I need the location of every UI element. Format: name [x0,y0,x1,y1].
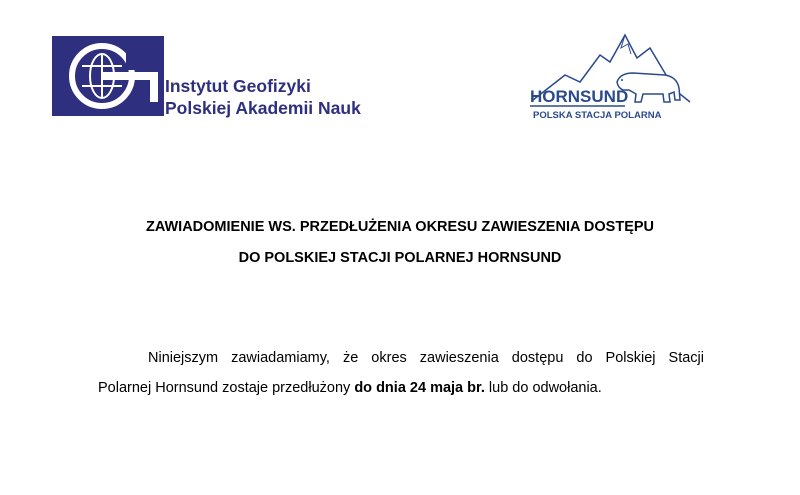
igf-name [165,75,361,119]
body-line2-start: Polarnej Hornsund zostaje przedłużony [98,380,355,396]
hornsund-logo [525,30,695,120]
mountain-bear-icon [525,30,695,120]
body-line2 [98,373,704,403]
body-line1: Niniejszym zawiadamiamy, że okres zawieszenia dostępu do Polskiej Stacji [148,350,704,366]
igf-logo [52,36,164,116]
body-line2-end: lub do odwołania. [484,380,602,396]
hornsund-name: HORNSUND [530,87,629,106]
hornsund-subtitle: POLSKA STACJA POLARNA [533,110,662,120]
igf-name-line1: Instytut Geofizyki [165,76,311,96]
body-deadline: do dnia 24 maja br. [354,380,485,396]
notice-title-line1: ZAWIADOMIENIE WS. PRZEDŁUŻENIA OKRESU ZAWIESZENIA DOSTĘPU [145,219,655,235]
igf-globe-icon [52,36,164,116]
igf-name-line2: Polskiej Akademii Nauk [165,98,361,118]
notice-title-line2: DO POLSKIEJ STACJI POLARNEJ HORNSUND [238,250,562,266]
